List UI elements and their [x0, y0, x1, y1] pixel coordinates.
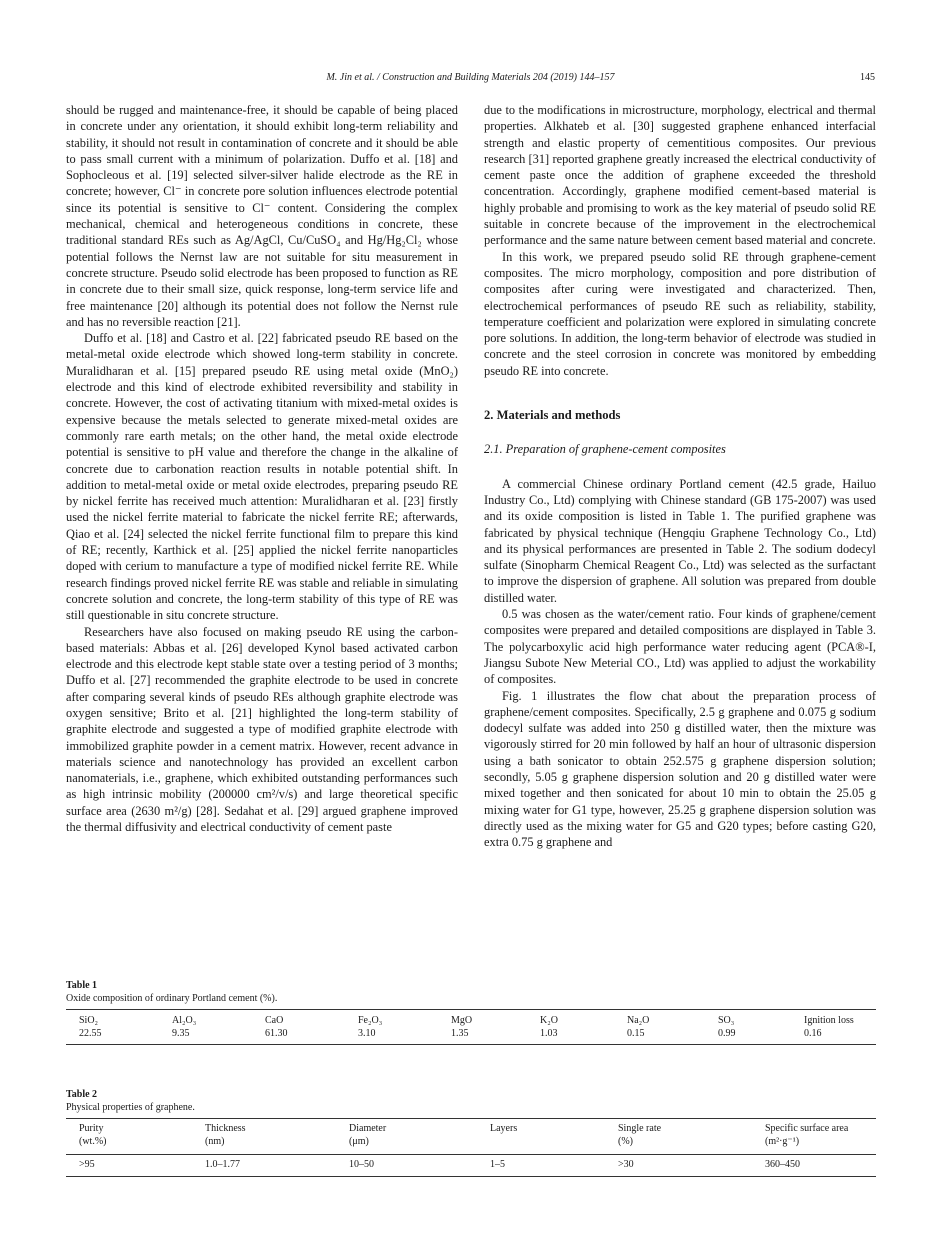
- table-rule: [66, 1154, 876, 1155]
- table-title: Table 1: [66, 980, 98, 991]
- table-header-row: [66, 1123, 876, 1136]
- running-header: [66, 72, 875, 88]
- paragraph: A commercial Chinese ordinary Portland cement (42.5 grade, Hailuo Industry Co., Ltd) complying with Chinese standard (GB 175-2007) was used and its oxide composition is listed in Table 1. The purified graphene was fabricated by physical technique (Hengqiu Graphene Technology Co., Ltd) and its physical performances are presented in Table 2. The sodium dodecyl sulfate (Sinopharm Chemical Reagent Co., Ltd) was selected as the surfactant to improve the dispersion of graphene. All solution was prepared from double distilled water.: [484, 476, 876, 605]
- table-header-cell: Ignition loss: [804, 1015, 854, 1026]
- table-header-cell: Thickness: [205, 1123, 246, 1134]
- running-title: M. Jin et al. / Construction and Building Materials 204 (2019) 144–157: [326, 72, 615, 83]
- table-unit-cell: (wt.%): [79, 1136, 107, 1147]
- table-cell: 1–5: [490, 1159, 505, 1170]
- table-header-cell: Purity: [79, 1123, 104, 1134]
- table-cell: 10–50: [349, 1159, 374, 1170]
- paragraph: due to the modifications in microstructure, morphology, electrical and thermal properties. Alkhateb et al. [30] suggested graphene enhanced interfacial strength and elastic property of cementitious composites. Our previous research [31] reported graphene greatly increased the electrical conductivity of cement paste once the addition of graphene exceeded the threshold concentration. Accordingly, graphene modified cement-based material is highly probable and promising to work as the key material of pseudo solid RE suitable in concrete because of the improvement in the electrochemical performance and the same nature between cement based material and concrete.: [484, 103, 876, 248]
- table-1: [66, 980, 876, 1045]
- table-cell: 1.03: [540, 1028, 558, 1039]
- table-header-cell: Fe₂O₃: [358, 1015, 383, 1026]
- table-cell: 22.55: [79, 1028, 102, 1039]
- table-row: [66, 1159, 876, 1172]
- table-cell: 0.15: [627, 1028, 645, 1039]
- paragraph: should be rugged and maintenance-free, it should be capable of being placed in concrete under any orientation, it should exhibit long-term reliability and stability, it should not result in contamination of concrete and it should be able to pass small current with a minimum of polarization. Duffo et al. [18] and Sophocleous et al. [19] selected silver-silver halide electrode as the RE in concrete; however, Cl⁻ in concrete pore solution influences electrode potential since its potential is sensitive to Cl⁻ content. Considering the complex mechanical, chemical and heterogeneous conditions in concrete, these traditional standard REs such as Ag/AgCl, Cu/CuSO₄ and Hg/Hg₂Cl₂ whose potential follows the Nernst law are not suitable for situ measurement in concrete structure. Pseudo solid electrode has been proposed to function as RE in concrete due to their small size, quick response, long-term service life and free maintenance [20] although its potential does not follow the Nernst rule and has no reversible reaction [21].: [66, 103, 458, 329]
- table-cell: 1.0–1.77: [205, 1159, 240, 1170]
- page-number: 145: [860, 72, 875, 83]
- table-cell: 1.35: [451, 1028, 469, 1039]
- table-cell: 0.99: [718, 1028, 736, 1039]
- table-caption: Oxide composition of ordinary Portland cement (%).: [66, 993, 278, 1004]
- table-cell: 360–450: [765, 1159, 800, 1170]
- table-cell: 3.10: [358, 1028, 376, 1039]
- table-2: [66, 1089, 876, 1177]
- table-rule: [66, 1009, 876, 1010]
- left-column: [66, 102, 458, 835]
- table-header-cell: Specific surface area: [765, 1123, 849, 1134]
- table-header-cell: Na₂O: [627, 1015, 650, 1026]
- table-title: Table 2: [66, 1089, 98, 1100]
- table-cell: 61.30: [265, 1028, 288, 1039]
- paragraph: 0.5 was chosen as the water/cement ratio. Four kinds of graphene/cement composites were prepared and detailed compositions are displayed in Table 3. The polycarboxylic acid high performance water reducing agent (PCA®-I, Jiangsu Subote New Meterial CO., Ltd) was applied to adjust the workability of composites.: [484, 607, 876, 687]
- table-row: [66, 1028, 876, 1041]
- table-rule: [66, 1118, 876, 1119]
- paragraph: Duffo et al. [18] and Castro et al. [22] fabricated pseudo RE based on the metal-metal oxide electrode which showed long-term stability in concrete. Muralidharan et al. [15] prepared pseudo RE using metal oxide (MnO₂) electrode and this kind of electrode exhibited reversibility and stability in concrete. However, the cost of activating titanium with mixed-metal oxides is expensive because the metals selected to generate mixed-metal oxides are commonly rare earth metals; on the other hand, the metal oxide electrode potential is sensitive to pH value and therefore the change in the alkaline of concrete due to carbonation reaction results in notable potential shift. In addition to metal-metal oxide or metal oxide electrodes, preparing pseudo RE by nickel ferrite has received much attention: Muralidharan et al. [23] firstly used the nickel ferrite material to fabricate the nickel ferrite RE; afterwards, Qiao et al. [24] selected the nickel ferrite functional film to prepare this kind of RE; recently, Karthick et al. [25] applied the nickel ferrite nanoparticles doped with cerium to manufacture a type of modified nickel ferrite RE. While research findings proved nickel ferrite RE was stable and reliable in simulating concrete solution and concrete, the long-term stability of this type of RE was still questionable in situ concrete structure.: [66, 331, 458, 623]
- table-cell: >30: [618, 1159, 634, 1170]
- right-column: [484, 102, 876, 850]
- table-cell: >95: [79, 1159, 95, 1170]
- subsection-heading: 2.1. Preparation of graphene-cement composites: [484, 442, 726, 457]
- table-unit-cell: (nm): [205, 1136, 225, 1147]
- table-cell: 9.35: [172, 1028, 190, 1039]
- table-header-cell: SiO₂: [79, 1015, 99, 1026]
- table-header-cell: SO₃: [718, 1015, 735, 1026]
- table-unit-cell: (μm): [349, 1136, 369, 1147]
- table-units-row: [66, 1136, 876, 1149]
- table-header-cell: K₂O: [540, 1015, 558, 1026]
- table-header-cell: Al₂O₃: [172, 1015, 197, 1026]
- table-header-cell: CaO: [265, 1015, 284, 1026]
- table-unit-cell: (m²·g⁻¹): [765, 1136, 800, 1147]
- table-header-cell: MgO: [451, 1015, 473, 1026]
- section-heading: 2. Materials and methods: [484, 408, 621, 423]
- table-cell: 0.16: [804, 1028, 822, 1039]
- table-unit-cell: (%): [618, 1136, 633, 1147]
- table-header-cell: Single rate: [618, 1123, 662, 1134]
- table-header-cell: Layers: [490, 1123, 518, 1134]
- table-header-row: [66, 1015, 876, 1028]
- paragraph: In this work, we prepared pseudo solid RE through graphene-cement composites. The micro morphology, composition and pore distribution of composites after curing were investigated and characterized. Then, electrochemical performances of pseudo RE such as reliability, stability, temperature coefficient and polarization were explored in simulating concrete pore solutions. In addition, the long-term behavior of electrode was studied in concrete and the steel corrosion in concrete was monitored by embedding pseudo RE into concrete.: [484, 249, 876, 378]
- paragraph: Fig. 1 illustrates the flow chat about the preparation process of graphene/cement composites. Specifically, 2.5 g graphene and 0.075 g sodium dodecyl sulfate was added into 250 g distilled water, then the mixture was vigorously stirred for 20 min followed by half an hour of ultrasonic dispersion using a bath sonicator to obtain 252.575 g graphene dispersion solution; secondly, 5.05 g graphene dispersion solution and 20 g distilled water were mixed together and then sonicated for about 10 min to obtain the 25.05 g mixing water for G1 type, however, 25.25 g graphene dispersion solution was directly used as the mixing water for G5 and G20 types; before casting G20, extra 0.75 g graphene and: [484, 688, 876, 850]
- table-caption: Physical properties of graphene.: [66, 1102, 195, 1113]
- table-rule: [66, 1044, 876, 1045]
- table-header-cell: Diameter: [349, 1123, 387, 1134]
- paragraph: Researchers have also focused on making pseudo RE using the carbon-based materials: Abbas et al. [26] developed Kynol based activated carbon electrode and this electrode kept stable state over a testing period of 3 months; Duffo et al. [27] recommended the graphite electrode to be used in concrete after comparing several kinds of pseudo REs although graphite electrode was oxygen sensitive; Brito et al. [21] highlighted the long-term stability of graphite electrode and suggested a type of modified graphite electrode with immobilized graphite powder in a cement matrix. However, recent advance in materials science and nanotechnology has provided an excellent carbon nanomaterials, i.e., graphene, which exhibited outstanding performances such as high intrinsic mobility (200000 cm²/v/s) and large theoretical specific surface area (2630 m²/g) [28]. Sedahat et al. [29] argued graphene improved the thermal diffusivity and electrical conductivity of cement paste: [66, 624, 458, 835]
- table-rule: [66, 1176, 876, 1177]
